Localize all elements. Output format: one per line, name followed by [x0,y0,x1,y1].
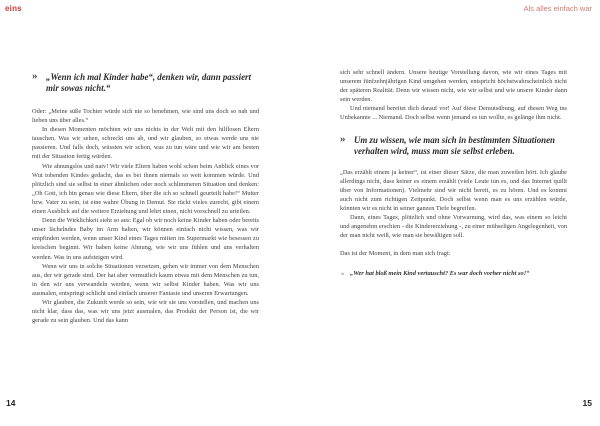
paragraph: „Das erzählt einem ja keiner“, ist einer dieser Sätze, die man zuweilen hört. Ich glaube allerdings nicht, dass keiner es einem erzählt (viele Leute tun es, und das Internet quillt über von Informationen). Vielmehr sind wir nicht bereit, es zu hören. Und es kommt auch nicht zum richtigen Zeitpunkt. Doch selbst wenn man es uns erzählen würde, könnten wir es nicht in seiner ganzen Tiefe begreifen. [340,168,567,212]
highlighted-question-text: „Wer hat bloß mein Kind vertauscht? Es war doch vorher nicht so!“ [350,270,530,278]
right-pull-quote [340,132,567,157]
left-body [32,107,259,325]
paragraph: Wenn wir uns in solche Situationen versetzen, gehen wir immer von dem Menschen aus, der wir gerade sind. Der hat aber vermutlich kaum etwas mit dem Menschen zu tun, in den wir uns verwandeln werden, wenn wir selbst Kinder haben. Was wir uns ausmalen, entspringt schlicht und einfach unserer Fantasie und unseren Erwartungen. [32,262,259,297]
left-pull-quote-text: „Wenn ich mal Kinder habe“, denken wir, dann passiert mir sowas nicht.“ [46,72,251,93]
page-number-right: 15 [582,398,592,408]
right-body-top [340,68,567,123]
paragraph: Wie ahnungslos und naiv! Wir viele Eltern haben wohl schon beim Anblick eines vor Wut tobenden Kindes gedacht, das es bei ihnen niemals so weit kommen würde. Und plötzlich sind sie selbst in einer ähnlichen oder noch schlimmeren Situation und denken: „Oh Gott, ich bin genau wie diese Eltern, über die ich so schnell geurteilt habe!“ Mutter bzw. Vater zu sein, ist eine wahre Übung in Demut. Sie rückt vieles zurecht, gibt einem einen Ausblick auf die weitere Erziehung und lehrt einen, nicht vorschnell zu urteilen. [32,162,259,216]
chapter-label: eins [5,4,22,13]
paragraph: Und niemand bereitet dich darauf vor! Auf diese Demutsübung, auf diesen Weg ins Unbekannte ... Niemand. Doch selbst wenn jemand es tun wollte, es gelänge ihm nicht. [340,105,567,122]
page-number-left: 14 [6,398,16,408]
paragraph: Dann, eines Tages, plötzlich und ohne Vorwarnung, wird das, was einem so leicht und angenehm erschien - die Kindererziehung -, zu einer mühseligen Angelegenheit, von der man nicht weiß, wie man sie bewältigen soll. [340,214,567,240]
paragraph: sich sehr schnell ändern. Unsere heutige Vorstellung davon, wie wir eines Tages mit unserem fünfzehnjährigen Kind umgehen werden, entspricht höchstwahrscheinlich nicht der späteren Realität. Denn wir wissen nicht, wie wir selbst und wie unsere Kinder dann sein werden. [340,69,567,104]
lead-in-line: Das ist der Moment, in dem man sich fragt: [340,250,451,258]
paragraph: Denn die Wirklichkeit sieht so aus: Egal ob wir noch keine Kinder haben oder bereits unser lächelndes Baby im Arm halten, wir können einfach nicht wissen, was wir empfinden werden, wenn unser Kind eines Tages mitten im Supermarkt wie besessen zu kreischen beginnt. Wir haben keine Ahnung, wie wir uns fühlen und uns verhalten werden. Was in uns aufsteigen wird. [32,217,259,261]
right-pull-quote-text: Um zu wissen, wie man sich in bestimmten Situationen verhalten wird, muss man sie selbst erleben. [354,134,555,156]
left-pull-quote [32,72,259,94]
paragraph: In diesen Momenten möchten wir uns nichts in der Welt mit den hilflosen Eltern tauschen. Was wir sehen, schreckt uns ab, und wir glauben, so etwas werde uns nie passieren. Und falls doch, wüssten wir schon, was zu tun wäre und wie wir am besten mit der Situation fertig würden. [32,126,259,161]
left-page [32,72,259,325]
paragraph: Oder: „Meine süße Tochter würde sich nie so benehmen, wie sind uns doch so nah und lieben uns über alles.“ [32,108,259,125]
highlighted-question [340,269,567,278]
right-body-mid [340,168,567,259]
quote-marker-icon: » [340,132,346,145]
quote-marker-icon: » [32,70,38,82]
right-page [340,68,567,278]
bullet-arrow-icon: » [341,270,345,278]
running-title: Als alles einfach war [523,4,592,13]
paragraph: Wir glauben, die Zukunft werde so sein, wie wir sie uns vorstellen, und machen uns nicht klar, dass das, was wir uns jetzt ausmalen, das Produkt der Person ist, die wir gerade zu sein glauben. Und das kann [32,298,259,325]
